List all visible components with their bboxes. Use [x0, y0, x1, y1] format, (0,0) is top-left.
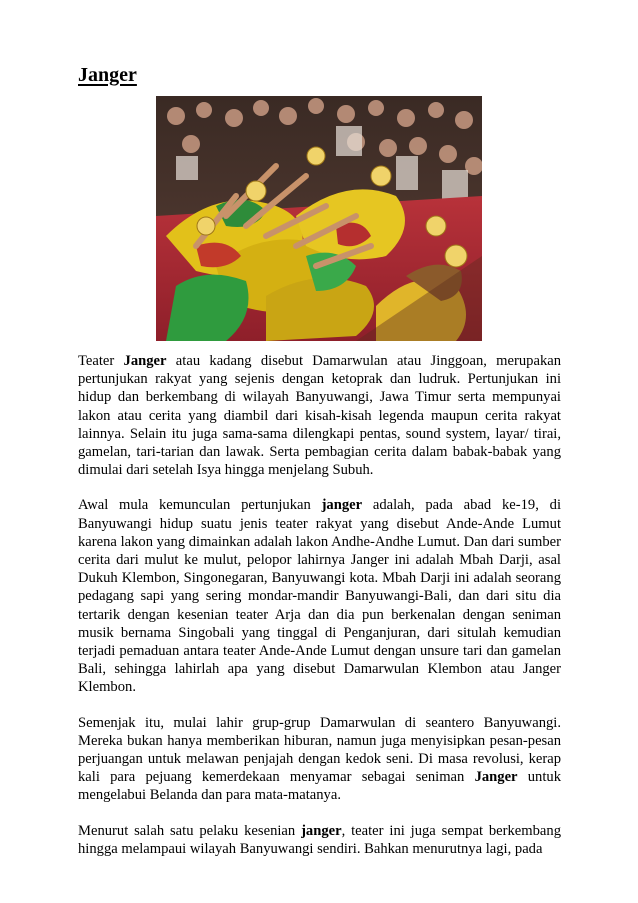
paragraph-text: Semenjak itu, mulai lahir grup-grup Damarwulan di seantero Banyuwangi. Mereka bukan hanya memberikan hiburan, namun juga menyisipkan pesan-pesan perjuangan untuk melawan penjajah dengan kedok seni. Di masa revolusi, kerap kali para pejuang kemerdekaan menyamar sebagai seniman — [78, 714, 561, 786]
bold-term: janger — [321, 497, 363, 514]
paragraph-text: atau kadang disebut Damarwulan atau Jinggoan, merupakan pertunjukan rakyat yang sejenis dengan ketoprak dan ludruk. Pertunjukan ini hidup dan berkembang di wilayah Banyuwangi, Jawa Timur serta mempunyai lakon atau cerita yang diambil dari kisah-kisah legenda maupun cerita rakyat lainnya. Selain itu juga sama-sama dilengkapi pentas, sound system, layar/ tirai, gamelan, tari-tarian dan lawak. Serta pembagian cerita dalam babak-babak yang dimulai dari setelah Isya hingga menjelang Subuh. — [78, 353, 562, 479]
paragraph-text: Teater — [78, 353, 124, 369]
document-title: Janger — [78, 64, 137, 86]
paragraph-text: , teater ini juga sempat berkembang hingga melampaui wilayah Banyuwangi sendiri. Bahkan menurutnya lagi, pada — [78, 822, 561, 857]
bold-term: Janger — [123, 353, 167, 369]
paragraph-text: adalah, pada abad ke-19, di Banyuwangi hidup suatu jenis teater rakyat yang disebut Ande-Ande Lumut karena lakon yang dimainkan adalah lakon Andhe-Andhe Lumut. Dan dari sumber cerita dari mulut ke mulut, pelopor lahirnya Janger ini adalah Mbah Darji, asal Dukuh Klembon, Singonegaran, Banyuwangi kota. Mbah Darji ini adalah seorang pedagang sapi yang sering mondar-mandir Banyuwangi-Bali, dan dari situ dia tertarik dengan kesenian teater Arja dan dia pun berkenalan dengan seniman musik bernama Singobali yang tinggal di Penganjuran, dari situlah kemudian terjadi pemaduan antara teater Ande-Ande Lumut dengan unsure tari dan gamelan Bali, sehingga lahirlah apa yang disebut Damarwulan Klembon atau Janger Klembon. — [78, 497, 561, 696]
dancers-photo — [156, 96, 482, 341]
bold-term: Janger — [474, 769, 518, 786]
paragraph — [78, 822, 561, 858]
paragraph — [78, 714, 561, 805]
paragraph — [78, 352, 561, 479]
paragraph-text: Menurut salah satu pelaku kesenian — [78, 822, 302, 839]
dancers-photo-icon — [156, 96, 482, 341]
paragraph — [78, 496, 561, 696]
paragraph-text: untuk mengelabui Belanda dan para mata-matanya. — [78, 769, 562, 804]
paragraph-text: Awal mula kemunculan pertunjukan — [78, 497, 322, 514]
bold-term: janger — [301, 822, 342, 839]
document-body — [78, 352, 561, 875]
